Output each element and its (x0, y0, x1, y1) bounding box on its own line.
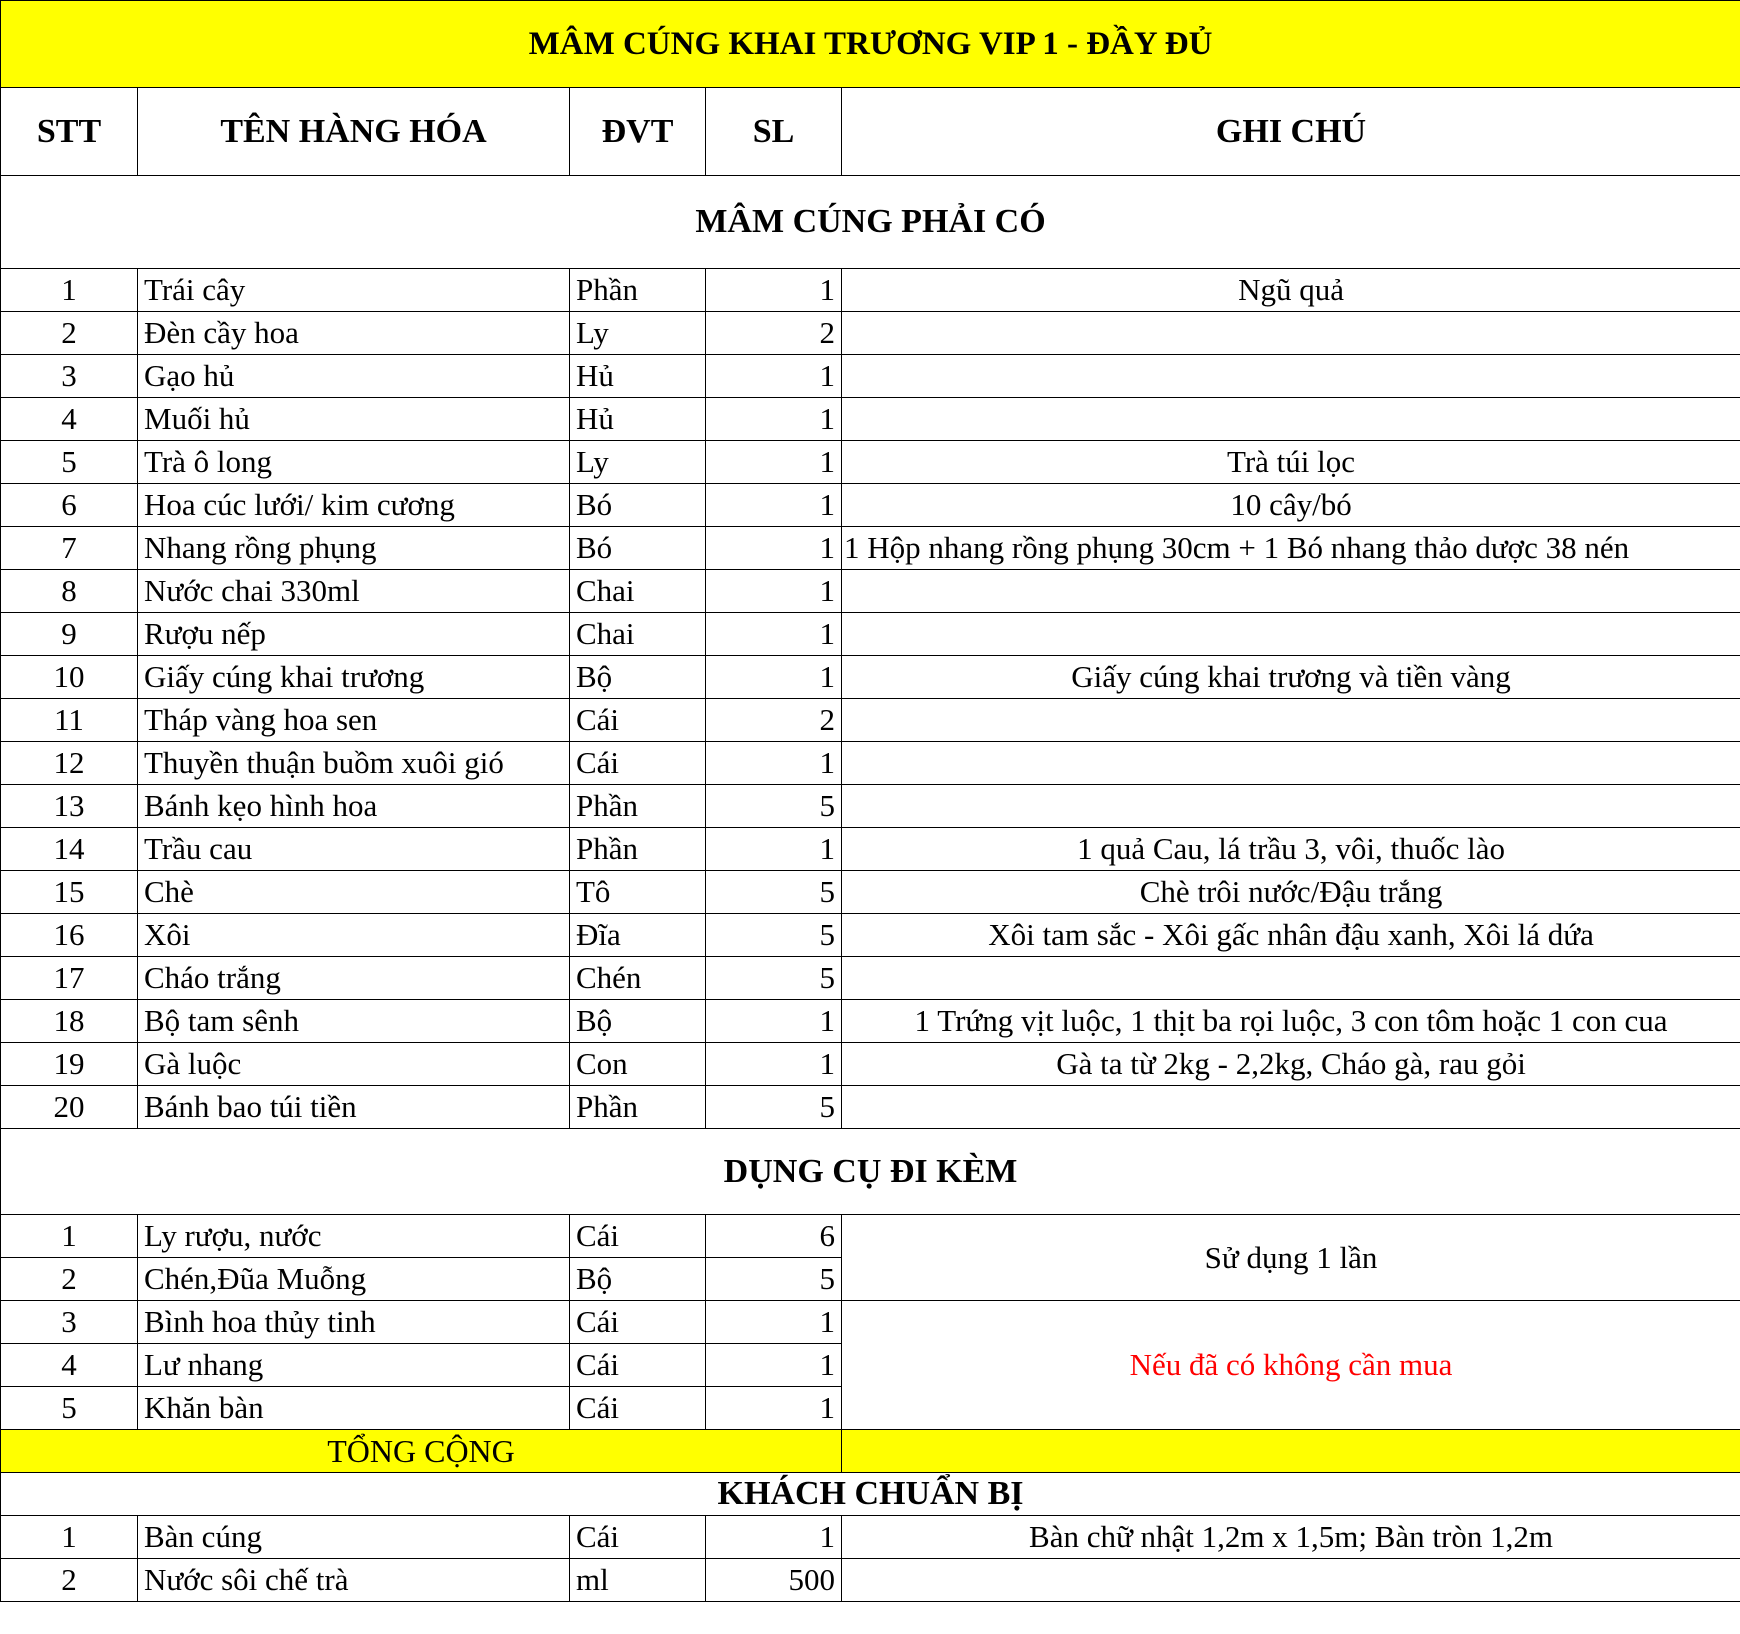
item-note (842, 398, 1740, 441)
table-row (1, 656, 1740, 699)
item-note: Ngũ quả (842, 269, 1740, 312)
table-row (1, 613, 1740, 656)
item-stt: 3 (1, 355, 138, 398)
item-name: Đèn cầy hoa (138, 312, 570, 355)
item-qty: 1 (706, 742, 842, 785)
item-unit: Con (570, 1043, 706, 1086)
item-note: 1 Hộp nhang rồng phụng 30cm + 1 Bó nhang thảo dược 38 nén (842, 527, 1740, 570)
header-row (1, 88, 1740, 176)
item-stt: 4 (1, 398, 138, 441)
item-stt: 7 (1, 527, 138, 570)
item-note (842, 613, 1740, 656)
item-unit: Chén (570, 957, 706, 1000)
item-unit: Phần (570, 785, 706, 828)
table-row (1, 398, 1740, 441)
item-name: Bánh bao túi tiền (138, 1086, 570, 1129)
item-name: Ly rượu, nước (138, 1215, 570, 1258)
item-qty: 1 (706, 1344, 842, 1387)
item-qty: 1 (706, 441, 842, 484)
item-note: Chè trôi nước/Đậu trắng (842, 871, 1740, 914)
item-name: Thuyền thuận buồm xuôi gió (138, 742, 570, 785)
table-row (1, 1516, 1740, 1559)
item-unit: Cái (570, 1301, 706, 1344)
table-row (1, 699, 1740, 742)
total-row (1, 1430, 1740, 1473)
item-note: 1 quả Cau, lá trầu 3, vôi, thuốc lào (842, 828, 1740, 871)
item-unit: Cái (570, 1387, 706, 1430)
item-stt: 16 (1, 914, 138, 957)
item-name: Rượu nếp (138, 613, 570, 656)
item-unit: Chai (570, 613, 706, 656)
item-qty: 1 (706, 527, 842, 570)
section3-title: KHÁCH CHUẨN BỊ (1, 1473, 1740, 1516)
item-stt: 10 (1, 656, 138, 699)
item-stt: 4 (1, 1344, 138, 1387)
item-name: Lư nhang (138, 1344, 570, 1387)
item-unit: Cái (570, 1344, 706, 1387)
item-note: 1 Trứng vịt luộc, 1 thịt ba rọi luộc, 3 con tôm hoặc 1 con cua (842, 1000, 1740, 1043)
item-note (842, 355, 1740, 398)
section3-header (1, 1473, 1740, 1516)
item-unit: Bó (570, 484, 706, 527)
item-unit: Bó (570, 527, 706, 570)
table-row (1, 871, 1740, 914)
item-qty: 1 (706, 484, 842, 527)
item-unit: Bộ (570, 1258, 706, 1301)
table-row (1, 1086, 1740, 1129)
table-row (1, 484, 1740, 527)
table-row (1, 1301, 1740, 1344)
item-qty: 5 (706, 1086, 842, 1129)
table-row (1, 527, 1740, 570)
item-qty: 1 (706, 355, 842, 398)
header-name: TÊN HÀNG HÓA (138, 88, 570, 176)
item-unit: Tô (570, 871, 706, 914)
item-note (842, 1086, 1740, 1129)
item-stt: 2 (1, 1258, 138, 1301)
item-name: Bộ tam sênh (138, 1000, 570, 1043)
item-note (842, 957, 1740, 1000)
item-name: Gạo hủ (138, 355, 570, 398)
item-stt: 5 (1, 1387, 138, 1430)
item-note (842, 742, 1740, 785)
table-row (1, 355, 1740, 398)
item-qty: 5 (706, 914, 842, 957)
item-name: Bình hoa thủy tinh (138, 1301, 570, 1344)
item-name: Trầu cau (138, 828, 570, 871)
note-single-use: Sử dụng 1 lần (842, 1215, 1740, 1301)
item-unit: Cái (570, 699, 706, 742)
total-value (842, 1430, 1740, 1473)
item-qty: 5 (706, 785, 842, 828)
item-stt: 3 (1, 1301, 138, 1344)
item-qty: 5 (706, 1258, 842, 1301)
item-qty: 1 (706, 1387, 842, 1430)
item-stt: 1 (1, 269, 138, 312)
item-note (842, 312, 1740, 355)
item-stt: 2 (1, 312, 138, 355)
item-stt: 11 (1, 699, 138, 742)
table-row (1, 1559, 1740, 1602)
item-stt: 20 (1, 1086, 138, 1129)
item-stt: 18 (1, 1000, 138, 1043)
item-note: Gà ta từ 2kg - 2,2kg, Cháo gà, rau gỏi (842, 1043, 1740, 1086)
item-unit: Cái (570, 1215, 706, 1258)
item-stt: 19 (1, 1043, 138, 1086)
item-qty: 1 (706, 1301, 842, 1344)
item-name: Chén,Đũa Muỗng (138, 1258, 570, 1301)
item-name: Cháo trắng (138, 957, 570, 1000)
item-unit: Bộ (570, 1000, 706, 1043)
item-name: Nước sôi chế trà (138, 1559, 570, 1602)
item-unit: Bộ (570, 656, 706, 699)
item-name: Nhang rồng phụng (138, 527, 570, 570)
item-note: 10 cây/bó (842, 484, 1740, 527)
item-stt: 17 (1, 957, 138, 1000)
section2-header (1, 1129, 1740, 1215)
item-qty: 2 (706, 312, 842, 355)
item-name: Trái cây (138, 269, 570, 312)
header-note: GHI CHÚ (842, 88, 1740, 176)
item-stt: 14 (1, 828, 138, 871)
item-qty: 500 (706, 1559, 842, 1602)
section1-title: MÂM CÚNG PHẢI CÓ (1, 176, 1740, 269)
item-name: Trà ô long (138, 441, 570, 484)
item-note (842, 1559, 1740, 1602)
item-name: Tháp vàng hoa sen (138, 699, 570, 742)
item-unit: Ly (570, 441, 706, 484)
item-note (842, 570, 1740, 613)
item-stt: 8 (1, 570, 138, 613)
item-unit: Hủ (570, 398, 706, 441)
item-unit: Ly (570, 312, 706, 355)
item-unit: Cái (570, 742, 706, 785)
item-unit: Phần (570, 269, 706, 312)
item-qty: 6 (706, 1215, 842, 1258)
item-unit: Chai (570, 570, 706, 613)
item-stt: 12 (1, 742, 138, 785)
table-row (1, 1215, 1740, 1258)
table-row (1, 1000, 1740, 1043)
item-stt: 15 (1, 871, 138, 914)
item-note (842, 785, 1740, 828)
item-name: Chè (138, 871, 570, 914)
item-name: Gà luộc (138, 1043, 570, 1086)
header-qty: SL (706, 88, 842, 176)
item-qty: 1 (706, 570, 842, 613)
item-name: Muối hủ (138, 398, 570, 441)
table-row (1, 441, 1740, 484)
item-qty: 2 (706, 699, 842, 742)
header-unit: ĐVT (570, 88, 706, 176)
item-qty: 1 (706, 656, 842, 699)
note-optional-purchase: Nếu đã có không cần mua (842, 1301, 1740, 1430)
section2-title: DỤNG CỤ ĐI KÈM (1, 1129, 1740, 1215)
table-row (1, 570, 1740, 613)
item-name: Bánh kẹo hình hoa (138, 785, 570, 828)
item-name: Bàn cúng (138, 1516, 570, 1559)
total-label: TỔNG CỘNG (1, 1430, 842, 1473)
item-note: Bàn chữ nhật 1,2m x 1,5m; Bàn tròn 1,2m (842, 1516, 1740, 1559)
table-row (1, 312, 1740, 355)
item-unit: Cái (570, 1516, 706, 1559)
item-stt: 5 (1, 441, 138, 484)
item-note (842, 699, 1740, 742)
section1-header (1, 176, 1740, 269)
item-unit: Phần (570, 1086, 706, 1129)
item-name: Xôi (138, 914, 570, 957)
item-stt: 2 (1, 1559, 138, 1602)
header-stt: STT (1, 88, 138, 176)
table-row (1, 742, 1740, 785)
item-name: Nước chai 330ml (138, 570, 570, 613)
title-row (1, 1, 1740, 88)
item-qty: 5 (706, 957, 842, 1000)
table-row (1, 828, 1740, 871)
item-qty: 1 (706, 1516, 842, 1559)
item-qty: 1 (706, 828, 842, 871)
item-qty: 1 (706, 269, 842, 312)
item-unit: ml (570, 1559, 706, 1602)
table-row (1, 914, 1740, 957)
table-row (1, 785, 1740, 828)
item-stt: 1 (1, 1516, 138, 1559)
item-note: Trà túi lọc (842, 441, 1740, 484)
item-name: Khăn bàn (138, 1387, 570, 1430)
item-qty: 5 (706, 871, 842, 914)
item-stt: 6 (1, 484, 138, 527)
item-name: Giấy cúng khai trương (138, 656, 570, 699)
item-unit: Phần (570, 828, 706, 871)
item-stt: 13 (1, 785, 138, 828)
item-unit: Hủ (570, 355, 706, 398)
table-row (1, 957, 1740, 1000)
item-stt: 1 (1, 1215, 138, 1258)
item-unit: Đĩa (570, 914, 706, 957)
item-qty: 1 (706, 398, 842, 441)
item-qty: 1 (706, 1000, 842, 1043)
item-qty: 1 (706, 613, 842, 656)
item-stt: 9 (1, 613, 138, 656)
item-note: Xôi tam sắc - Xôi gấc nhân đậu xanh, Xôi lá dứa (842, 914, 1740, 957)
table-row (1, 269, 1740, 312)
item-name: Hoa cúc lưới/ kim cương (138, 484, 570, 527)
table-row (1, 1043, 1740, 1086)
table-title: MÂM CÚNG KHAI TRƯƠNG VIP 1 - ĐẦY ĐỦ (1, 1, 1740, 88)
item-note: Giấy cúng khai trương và tiền vàng (842, 656, 1740, 699)
item-qty: 1 (706, 1043, 842, 1086)
